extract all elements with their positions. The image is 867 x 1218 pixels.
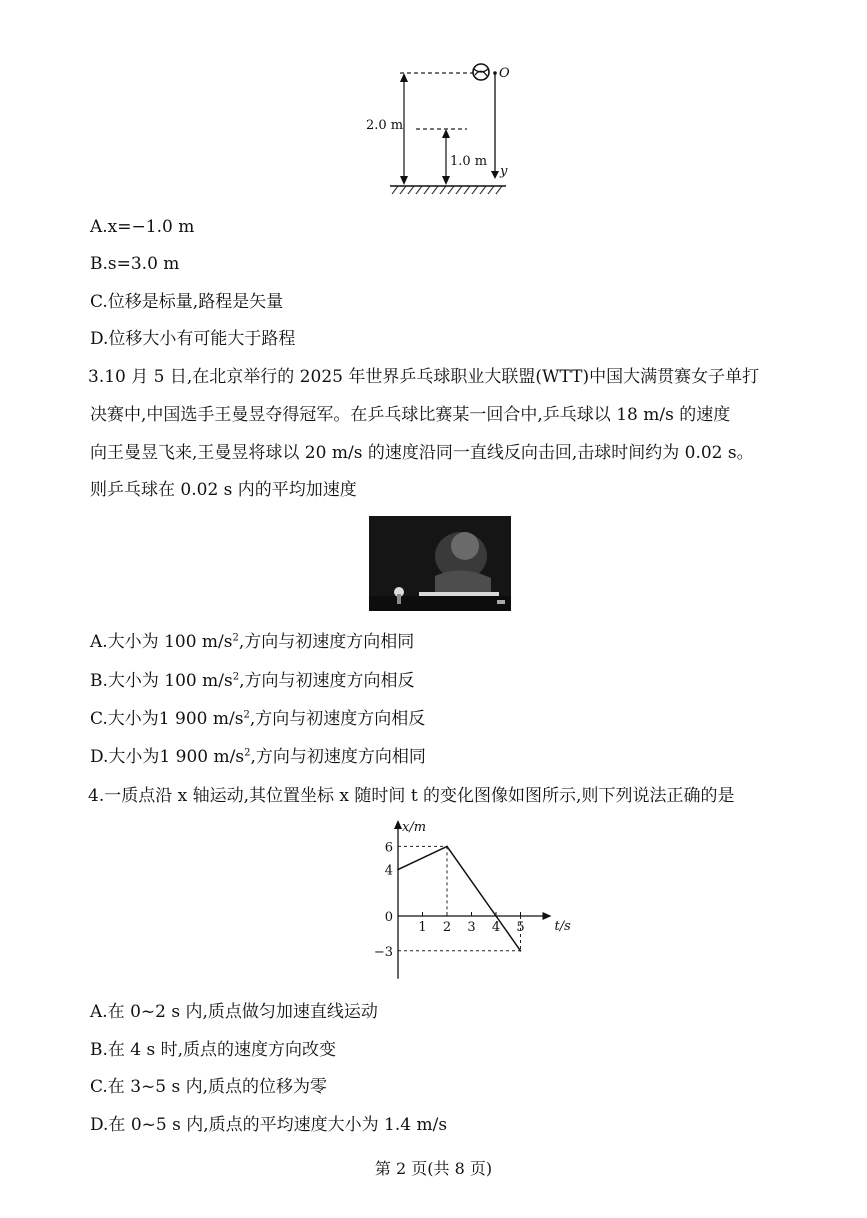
ground-hatch: [390, 186, 506, 194]
table-tennis-photo: [369, 516, 511, 611]
height-1m-label: 1.0 m: [450, 154, 488, 169]
q2-option-d: D.位移大小有可能大于路程: [90, 329, 296, 349]
x-axis-arrow: [543, 912, 552, 920]
q4-stem: 4.一质点沿 x 轴运动,其位置坐标 x 随时间 t 的变化图像如图所示,则下列说法正确的是: [88, 786, 735, 806]
y-axis-label: y: [500, 164, 508, 179]
series-line-position: [398, 846, 521, 950]
x-tick-label-5: 5: [516, 920, 525, 935]
q4-option-c: C.在 3~5 s 内,质点的位移为零: [90, 1077, 328, 1097]
origin-label: O: [499, 66, 510, 81]
y-axis-arrow: [394, 820, 402, 829]
x-tick-label-1: 1: [418, 920, 427, 935]
ball-icon: [473, 64, 489, 80]
height-1m-arrow-head-top: [442, 129, 450, 138]
q3-option-c: C.大小为1 900 $m/s^2$,方向与初速度方向相反: [90, 709, 426, 729]
page-footer: 第 2 页(共 8 页): [374, 1159, 493, 1178]
x-tick-label-3: 3: [467, 920, 476, 935]
height-1m-arrow-head-bottom: [442, 176, 450, 185]
q3-option-d: D.大小为1 900 $m/s^2$,方向与初速度方向相同: [90, 747, 426, 767]
q3-stem-line-3: 向王曼昱飞来,王曼昱将球以 20 m/s 的速度沿同一直线反向击回,击球时间约为 0.02 s。: [90, 443, 754, 463]
height-2m-arrow-head-bottom: [400, 176, 408, 185]
q3-stem-line-1: 3.10 月 5 日,在北京举行的 2025 年世界乒乓球职业大联盟(WTT)中国大满贯赛女子单打: [88, 367, 760, 387]
q3-stem-line-4: 则乒乓球在 0.02 s 内的平均加速度: [90, 480, 357, 500]
data-point-t0: [397, 869, 399, 871]
x-tick-label-4: 4: [491, 920, 501, 935]
height-2m-label: 2.0 m: [366, 118, 404, 133]
data-point-t2: [446, 846, 448, 848]
y-tick-label-0: 0: [384, 910, 393, 925]
y-tick-label-neg3: −3: [373, 944, 393, 960]
position-time-graph: [350, 815, 571, 990]
data-point-t4: [495, 915, 497, 917]
data-point-t5: [520, 950, 522, 952]
x-axis-label: t/s: [554, 919, 571, 934]
q4-option-b: B.在 4 s 时,质点的速度方向改变: [90, 1040, 337, 1060]
q2-option-a: A.x=−1.0 m: [90, 217, 195, 237]
q3-stem-line-2: 决赛中,中国选手王曼昱夺得冠军。在乒乓球比赛某一回合中,乒乓球以 18 m/s 的速度: [90, 405, 731, 425]
q4-option-a: A.在 0~2 s 内,质点做匀加速直线运动: [90, 1002, 378, 1022]
x-tick-label-2: 2: [442, 920, 452, 935]
y-tick-label-6: 6: [384, 840, 393, 856]
ball-drop-figure: [360, 55, 540, 200]
q4-option-d: D.在 0~5 s 内,质点的平均速度大小为 1.4 m/s: [90, 1115, 448, 1135]
y-axis-label: x/m: [402, 820, 427, 835]
q3-option-b: B.大小为 100 $m/s^2$,方向与初速度方向相反: [90, 671, 415, 691]
y-tick-label-4: 4: [384, 863, 393, 879]
q3-option-a: A.大小为 100 $m/s^2$,方向与初速度方向相同: [90, 632, 415, 652]
y-axis-arrow: [491, 171, 499, 179]
height-2m-arrow-head-top: [400, 73, 408, 82]
q2-option-b: B.s=3.0 m: [90, 254, 180, 274]
q2-option-c: C.位移是标量,路程是矢量: [90, 292, 284, 312]
